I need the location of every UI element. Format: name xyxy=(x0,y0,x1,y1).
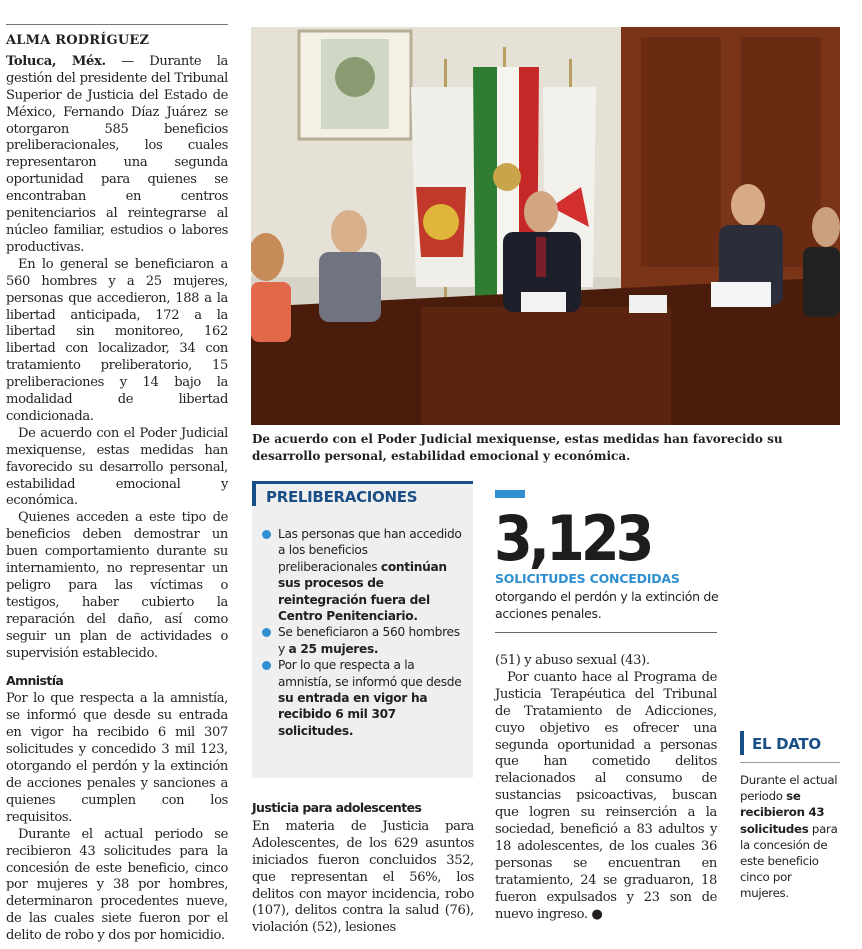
article-column-3 xyxy=(495,653,717,924)
stat-number: 3,123 xyxy=(494,502,651,575)
bullet-dot-icon xyxy=(262,661,271,670)
meeting-photo-illustration xyxy=(251,27,840,425)
sidebar-preliberaciones xyxy=(252,481,473,778)
byline: ALMA RODRÍGUEZ xyxy=(6,33,150,48)
article-column-1 xyxy=(6,33,228,945)
subhead-adolescentes: Justicia para adolescentes xyxy=(252,800,422,815)
stat-description: otorgando el perdón y la extinción de acciones penales. xyxy=(495,589,719,621)
sidebar-top-bar xyxy=(252,481,473,484)
article-column-2 xyxy=(252,800,474,937)
news-photo xyxy=(251,27,840,425)
sidebar-bullet-item: Las personas que han accedido a los beneficios preliberacionales continúan sus procesos de reintegración fuera del Centro Penitenciario. xyxy=(262,526,467,624)
stat-label: SOLICITUDES CONCEDIDAS xyxy=(495,571,680,586)
end-mark-icon: ● xyxy=(591,906,603,922)
stat-accent-bar xyxy=(495,490,525,498)
dato-text: Durante el actual periodo se recibieron 43 solicitudes para la concesión de este beneficio cinco por mujeres. xyxy=(740,773,838,901)
photo-caption: De acuerdo con el Poder Judicial mexiquense, estas medidas han favorecido su desarrollo personal, estabilidad emocional y económica. xyxy=(252,432,783,463)
article-paragraph: De acuerdo con el Poder Judicial mexiquense, estas medidas han favorecido su desarrollo personal, estabilidad emocional y económica. xyxy=(6,425,228,509)
dato-divider xyxy=(740,762,840,763)
dato-title-mark xyxy=(740,731,744,755)
sidebar-bullet-item: Por lo que respecta a la amnistía, se informó que desde su entrada en vigor ha recibido 6 mil 307 solicitudes. xyxy=(262,657,467,739)
bullet-dot-icon xyxy=(262,530,271,539)
dateline: Toluca, Méx. xyxy=(6,53,106,69)
article-paragraph: En materia de Justicia para Adolescentes, de los 629 asuntos iniciados fueron concluidos 352, que representan el 56%, los delitos con mayor incidencia, robo (107), delitos contra la salud (76), violación (52), lesiones xyxy=(252,818,474,936)
article-paragraph: En lo general se beneficiaron a 560 hombres y a 25 mujeres, personas que accedieron, 188 a la libertad anticipada, 172 a la libertad sin monitoreo, 162 libertad con localizador, 34 con tratamiento preliberatorio, 15 preliberaciones y 14 bajo la modalidad de libertad condicionada. xyxy=(6,256,228,424)
sidebar-bullet-item: Se beneficiaron a 560 hombres y a 25 mujeres. xyxy=(262,624,467,657)
article-paragraph: Por cuanto hace al Programa de Justicia Terapéutica del Tribunal de Tratamiento de Adicciones, cuyo objetivo es ofrecer una segunda oportunidad a personas que han cometido delitos relacionados al consumo de sustancias psicoactivas, buscan que logren su reinserción a la sociedad, benefició a 83 adultos y 18 adolescentes, de los cuales 36 personas se encuentran en tratamiento, 24 se graduaron, 18 fueron expulsados y 23 son de nuevo ingreso. ● xyxy=(495,669,717,922)
dato-title: EL DATO xyxy=(752,735,821,753)
bullet-dot-icon xyxy=(262,628,271,637)
sidebar-bullets xyxy=(262,526,467,739)
top-rule xyxy=(6,24,228,25)
article-paragraph: (51) y abuso sexual (43). xyxy=(495,653,650,668)
article-paragraph: Toluca, Méx. — Durante la gestión del presidente del Tribunal Superior de Justicia del Estado de México, Fernando Díaz Juárez se otorgaron 585 beneficios preliberacionales, los cuales representaron una segunda oportunidad para quienes se encontraban en centros penitenciarios al reintegrarse al núcleo familiar, estudios o labores productivas. xyxy=(6,53,228,255)
stat-divider xyxy=(495,632,717,633)
article-paragraph: Quienes acceden a este tipo de beneficios deben demostrar un buen comportamiento durante su internamiento, no representar un peligro para las víctimas o testigos, haber cubierto la reparación del daño, así como seguir un plan de actividades o supervisión establecido. xyxy=(6,510,228,661)
article-paragraph: Por lo que respecta a la amnistía, se informó que desde su entrada en vigor ha recibido 6 mil 307 solicitudes y concedido 3 mil 123, otorgando el perdón y la extinción de acciones penales y sanciones a quienes cumplen con los requisitos. xyxy=(6,691,228,825)
subhead-amnistia: Amnistía xyxy=(6,672,64,688)
sidebar-title: PRELIBERACIONES xyxy=(266,488,418,506)
article-paragraph: Durante el actual periodo se recibieron 43 solicitudes para la concesión de este beneficio, cinco por mujeres y 38 por hombres, determinaron procedentes nueve, de las cuales siete fueron por el delito de robo y dos por homicidio. xyxy=(6,826,228,944)
sidebar-title-mark xyxy=(252,484,256,506)
